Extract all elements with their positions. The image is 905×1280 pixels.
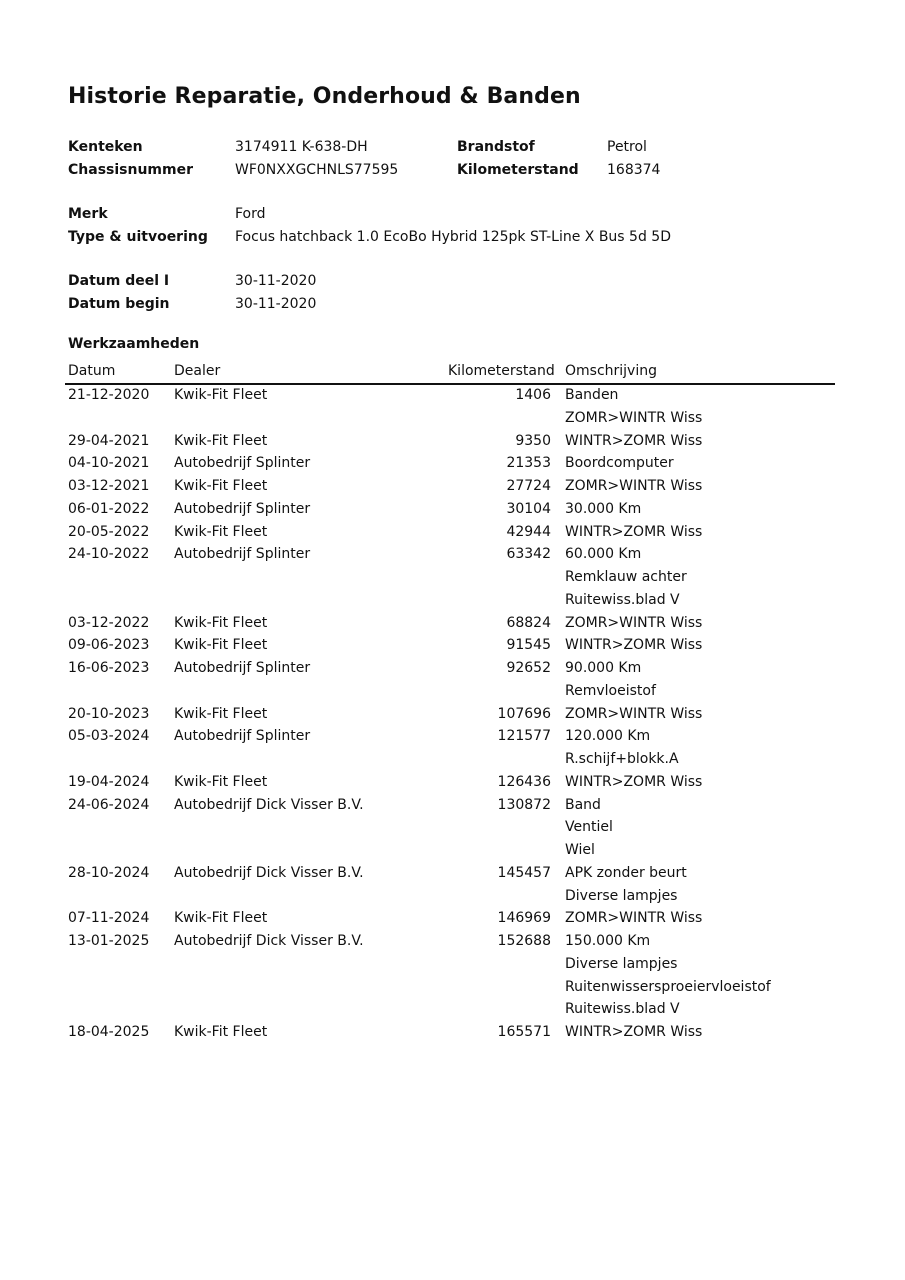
table-row — [68, 543, 838, 611]
row-date: 06-01-2022 — [68, 500, 150, 517]
row-description — [565, 771, 702, 794]
row-kilometerstand: 1406 — [515, 387, 551, 403]
description-line: Ruitenwissersproeiervloeistof — [565, 978, 771, 995]
row-kilometerstand: 146969 — [497, 910, 551, 927]
row-date: 20-05-2022 — [68, 523, 150, 540]
section-title-werkzaamheden: Werkzaamheden — [68, 336, 200, 352]
row-kilometerstand: 165571 — [497, 1024, 551, 1040]
row-kilometerstand: 107696 — [497, 705, 551, 722]
row-kilometerstand: 42944 — [506, 523, 551, 540]
row-kilometerstand: 145457 — [497, 864, 551, 881]
table-row — [68, 521, 838, 544]
row-description — [565, 725, 679, 771]
header-desc: Omschrijving — [565, 363, 657, 379]
description-line: Ruitewiss.blad V — [565, 1001, 680, 1018]
description-line: APK zonder beurt — [565, 864, 687, 881]
row-date: 29-04-2021 — [68, 432, 150, 449]
row-dealer: Kwik-Fit Fleet — [174, 637, 268, 654]
table-row — [68, 498, 838, 521]
row-dealer: Kwik-Fit Fleet — [174, 387, 268, 403]
row-description — [565, 452, 674, 475]
table-row — [68, 430, 838, 453]
description-line: ZOMR>WINTR Wiss — [565, 478, 703, 494]
datum-deel-label: Datum deel I — [68, 273, 170, 289]
row-description — [565, 862, 687, 908]
row-description — [565, 703, 702, 726]
table-header — [65, 363, 835, 385]
description-line: Remklauw achter — [565, 569, 687, 585]
row-date: 04-10-2021 — [68, 455, 150, 472]
table-row — [68, 657, 838, 703]
description-line: ZOMR>WINTR Wiss — [565, 409, 703, 426]
vehicle-block-2 — [68, 206, 838, 252]
row-description — [565, 794, 613, 862]
description-line: Diverse lampjes — [565, 955, 678, 972]
row-dealer: Autobedrijf Splinter — [174, 500, 311, 517]
description-line: Wiel — [565, 842, 595, 858]
chassis-label: Chassisnummer — [68, 162, 193, 178]
row-dealer: Kwik-Fit Fleet — [174, 705, 268, 722]
row-kilometerstand: 92652 — [506, 660, 551, 676]
row-dealer: Autobedrijf Splinter — [174, 455, 311, 472]
row-description — [565, 930, 771, 1021]
row-dealer: Kwik-Fit Fleet — [174, 773, 268, 790]
row-description — [565, 521, 702, 544]
row-dealer: Kwik-Fit Fleet — [174, 478, 268, 494]
row-description — [565, 1021, 702, 1044]
row-kilometerstand: 21353 — [506, 455, 551, 472]
row-kilometerstand: 30104 — [506, 500, 551, 517]
row-dealer: Autobedrijf Splinter — [174, 546, 311, 563]
row-kilometerstand: 126436 — [497, 773, 551, 790]
row-date: 07-11-2024 — [68, 910, 150, 927]
row-date: 09-06-2023 — [68, 637, 150, 654]
row-dealer: Kwik-Fit Fleet — [174, 523, 268, 540]
brandstof-value: Petrol — [607, 139, 647, 155]
row-description — [565, 657, 656, 703]
row-date: 03-12-2021 — [68, 478, 150, 494]
description-line: ZOMR>WINTR Wiss — [565, 705, 703, 722]
table-row — [68, 1021, 838, 1044]
kilometerstand-value: 168374 — [607, 162, 661, 178]
page-title: Historie Reparatie, Onderhoud & Banden — [68, 84, 581, 109]
kilometerstand-label: Kilometerstand — [457, 162, 579, 178]
row-date: 20-10-2023 — [68, 705, 150, 722]
table-row — [68, 384, 838, 430]
description-line: Banden — [565, 387, 619, 403]
row-dealer: Kwik-Fit Fleet — [174, 614, 268, 631]
description-line: 120.000 Km — [565, 728, 651, 745]
row-kilometerstand: 63342 — [506, 546, 551, 563]
type-value: Focus hatchback 1.0 EcoBo Hybrid 125pk ST-Line X Bus 5d 5D — [235, 229, 671, 245]
description-line: WINTR>ZOMR Wiss — [565, 773, 703, 790]
merk-value: Ford — [235, 206, 266, 222]
table-row — [68, 725, 838, 771]
description-line: Remvloeistof — [565, 682, 656, 699]
description-line: 30.000 Km — [565, 500, 642, 517]
row-date: 13-01-2025 — [68, 933, 150, 949]
row-kilometerstand: 68824 — [506, 614, 551, 631]
description-line: Ventiel — [565, 819, 613, 836]
row-date: 24-06-2024 — [68, 796, 150, 813]
description-line: Ruitewiss.blad V — [565, 591, 680, 608]
description-line: ZOMR>WINTR Wiss — [565, 614, 703, 631]
kenteken-value: 3174911 K-638-DH — [235, 139, 368, 155]
row-kilometerstand: 9350 — [515, 432, 551, 449]
row-dealer: Autobedrijf Splinter — [174, 660, 311, 676]
header-km: Kilometerstand — [448, 363, 555, 379]
row-description — [565, 475, 702, 498]
description-line: WINTR>ZOMR Wiss — [565, 1024, 703, 1040]
description-line: WINTR>ZOMR Wiss — [565, 523, 703, 540]
table-row — [68, 930, 838, 1021]
row-kilometerstand: 130872 — [497, 796, 551, 813]
table-row — [68, 862, 838, 908]
vehicle-block-3 — [68, 273, 838, 319]
row-dealer: Autobedrijf Dick Visser B.V. — [174, 796, 364, 813]
description-line: 150.000 Km — [565, 933, 651, 949]
datum-begin-value: 30-11-2020 — [235, 296, 317, 312]
description-line: Boordcomputer — [565, 455, 674, 472]
header-dealer: Dealer — [174, 363, 221, 379]
description-line: WINTR>ZOMR Wiss — [565, 432, 703, 449]
row-dealer: Kwik-Fit Fleet — [174, 432, 268, 449]
table-row — [68, 634, 838, 657]
vehicle-block-1 — [68, 139, 838, 185]
row-dealer: Autobedrijf Splinter — [174, 728, 311, 745]
row-description — [565, 430, 702, 453]
kenteken-label: Kenteken — [68, 139, 143, 155]
table-row — [68, 703, 838, 726]
brandstof-label: Brandstof — [457, 139, 535, 155]
datum-begin-label: Datum begin — [68, 296, 170, 312]
row-date: 24-10-2022 — [68, 546, 150, 563]
description-line: R.schijf+blokk.A — [565, 751, 679, 767]
row-dealer: Kwik-Fit Fleet — [174, 910, 268, 927]
table-row — [68, 475, 838, 498]
description-line: 90.000 Km — [565, 660, 642, 676]
row-description — [565, 498, 641, 521]
header-date: Datum — [68, 363, 116, 379]
description-line: WINTR>ZOMR Wiss — [565, 637, 703, 654]
row-description — [565, 384, 702, 430]
row-kilometerstand: 91545 — [506, 637, 551, 654]
row-date: 28-10-2024 — [68, 864, 150, 881]
table-row — [68, 452, 838, 475]
description-line: ZOMR>WINTR Wiss — [565, 910, 703, 927]
row-kilometerstand: 121577 — [497, 728, 551, 745]
description-line: 60.000 Km — [565, 546, 642, 563]
table-body — [68, 384, 838, 1044]
row-date: 16-06-2023 — [68, 660, 150, 676]
row-dealer: Autobedrijf Dick Visser B.V. — [174, 933, 364, 949]
row-date: 18-04-2025 — [68, 1024, 150, 1040]
chassis-value: WF0NXXGCHNLS77595 — [235, 162, 399, 178]
row-description — [565, 612, 702, 635]
row-description — [565, 907, 702, 930]
row-date: 19-04-2024 — [68, 773, 150, 790]
datum-deel-value: 30-11-2020 — [235, 273, 317, 289]
merk-label: Merk — [68, 206, 108, 222]
description-line: Band — [565, 796, 601, 813]
table-row — [68, 907, 838, 930]
type-label: Type & uitvoering — [68, 229, 208, 245]
row-description — [565, 543, 687, 611]
table-row — [68, 612, 838, 635]
row-date: 05-03-2024 — [68, 728, 150, 745]
row-date: 21-12-2020 — [68, 387, 150, 403]
row-dealer: Kwik-Fit Fleet — [174, 1024, 268, 1040]
row-kilometerstand: 152688 — [497, 933, 551, 949]
row-kilometerstand: 27724 — [506, 478, 551, 494]
description-line: Diverse lampjes — [565, 887, 678, 904]
table-row — [68, 794, 838, 862]
row-description — [565, 634, 702, 657]
table-row — [68, 771, 838, 794]
row-date: 03-12-2022 — [68, 614, 150, 631]
row-dealer: Autobedrijf Dick Visser B.V. — [174, 864, 364, 881]
